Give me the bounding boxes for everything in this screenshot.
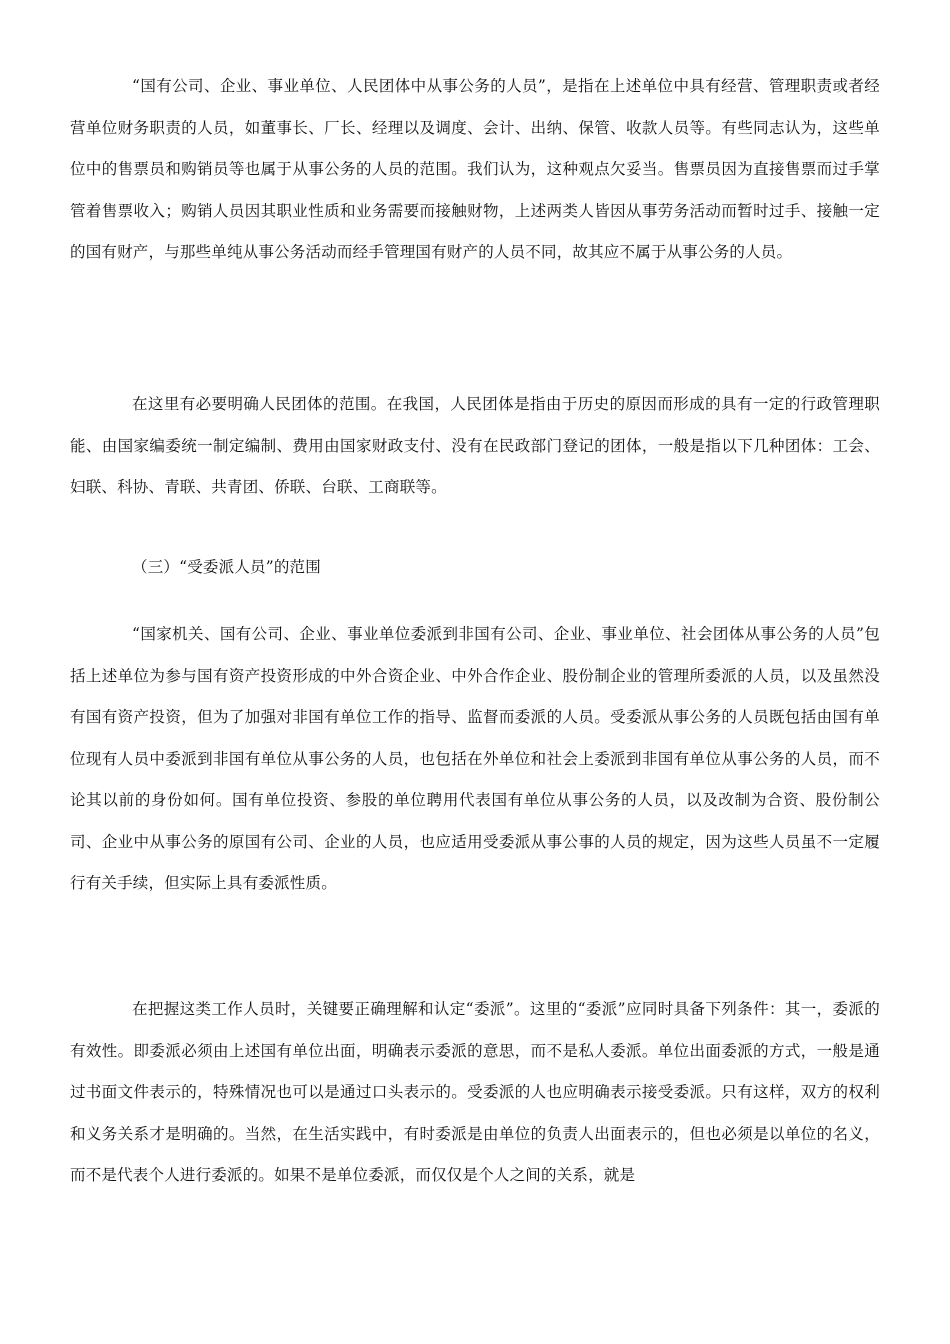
- paragraph-delegated-personnel-scope: “国家机关、国有公司、企业、事业单位委派到非国有公司、企业、事业单位、社会团体从事公务的人员”包括上述单位为参与国有资产投资形成的中外合资企业、中外合作企业、股份制企业的管理所委派的人员，以及虽然没有国有资产投资，但为了加强对非国有单位工作的指导、监督而委派的人员。受委派从事公务的人员既包括由国有单位现有人员中委派到非国有单位从事公务的人员，也包括在外单位和社会上委派到非国有单位从事公务的人员，而不论其以前的身份如何。国有单位投资、参股的单位聘用代表国有单位从事公务的人员，以及改制为合资、股份制公司、企业中从事公务的原国有公司、企业的人员，也应适用受委派从事公事的人员的规定，因为这些人员虽不一定履行有关手续，但实际上具有委派性质。: [70, 625, 880, 892]
- paragraph-people-organizations: 在这里有必要明确人民团体的范围。在我国，人民团体是指由于历史的原因而形成的具有一定的行政管理职能、由国家编委统一制定编制、费用由国家财政支付、没有在民政部门登记的团体，一般是指以下几种团体：工会、妇联、科协、青联、共青团、侨联、台联、工商联等。: [70, 395, 880, 496]
- paragraph-public-duty-definition: “国有公司、企业、事业单位、人民团体中从事公务的人员”，是指在上述单位中具有经营、管理职责或者经营单位财务职责的人员，如董事长、厂长、经理以及调度、会计、出纳、保管、收款人员等。有些同志认为，这些单位中的售票员和购销员等也属于从事公务的人员的范围。我们认为，这种观点欠妥当。售票员因为直接售票而过手掌管着售票收入；购销人员因其职业性质和业务需要而接触财物，上述两类人皆因从事劳务活动而暂时过手、接触一定的国有财产，与那些单纯从事公务活动而经手管理国有财产的人员不同，故其应不属于从事公务的人员。: [70, 77, 880, 261]
- paragraph-delegation-conditions: 在把握这类工作人员时，关键要正确理解和认定“委派”。这里的“委派”应同时具备下列条件：其一，委派的有效性。即委派必须由上述国有单位出面，明确表示委派的意思，而不是私人委派。单位出面委派的方式，一般是通过书面文件表示的，特殊情况也可以是通过口头表示的。受委派的人也应明确表示接受委派。只有这样，双方的权利和义务关系才是明确的。当然，在生活实践中，有时委派是由单位的负责人出面表示的，但也必须是以单位的名义，而不是代表个人进行委派的。如果不是单位委派，而仅仅是个人之间的关系，就是: [70, 1000, 880, 1184]
- section-heading-delegated-personnel: （三）“受委派人员”的范围: [132, 558, 321, 576]
